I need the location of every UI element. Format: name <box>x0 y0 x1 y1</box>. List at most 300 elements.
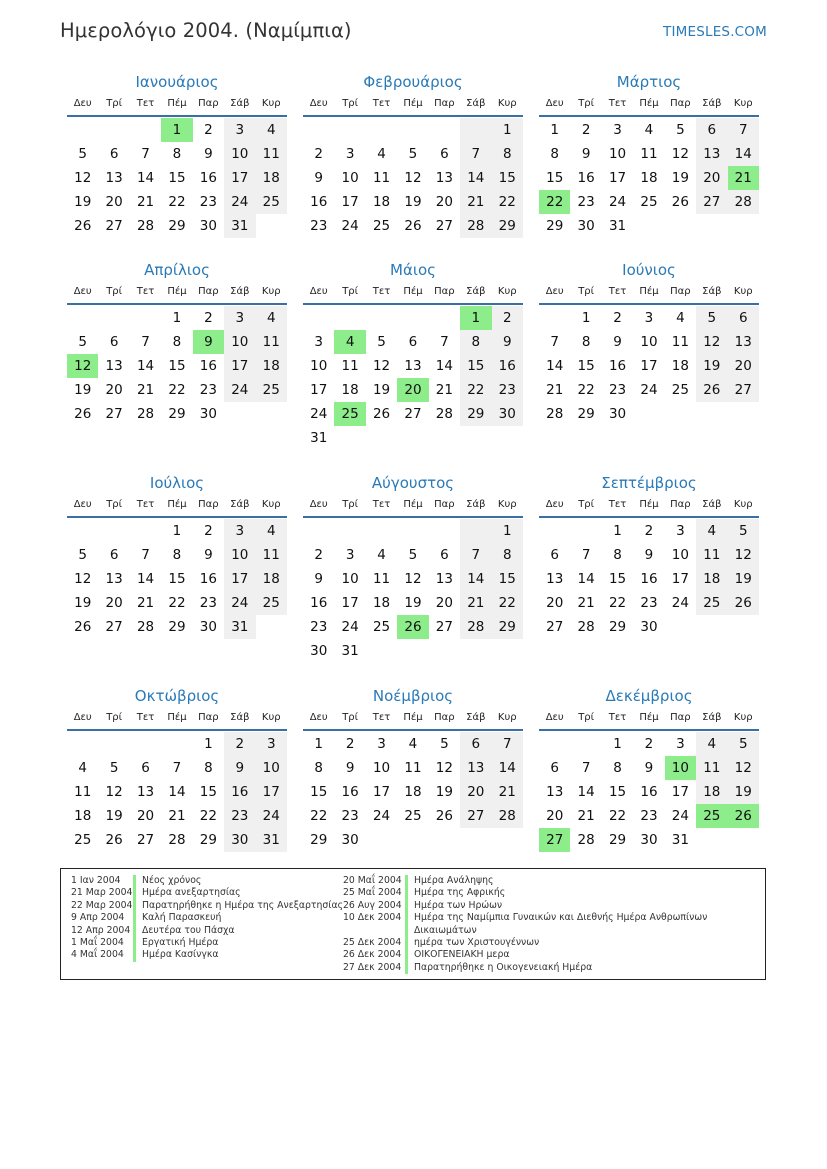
legend-marker <box>405 937 408 949</box>
empty-day-cell <box>366 306 397 330</box>
empty-day-cell <box>67 519 98 543</box>
day-cell: 31 <box>224 615 255 639</box>
weekday-label: Τετ <box>372 98 391 109</box>
empty-day-cell <box>696 615 727 639</box>
day-cell: 24 <box>372 808 391 824</box>
holiday-day-cell: 1 <box>161 118 192 142</box>
day-cell: 2 <box>204 122 213 138</box>
day-cell: 15 <box>577 358 595 374</box>
day-cell: 6 <box>460 732 491 756</box>
day-cell: 2 <box>644 523 654 539</box>
day-cell: 6 <box>696 118 727 142</box>
day-cell: 9 <box>314 170 323 186</box>
day-cell: 6 <box>440 547 449 563</box>
legend-date: 22 Μαρ 2004 <box>71 899 133 911</box>
week-row <box>303 732 523 756</box>
day-cell: 31 <box>341 643 359 659</box>
weekday-label: Δευ <box>545 712 564 723</box>
day-cell: 27 <box>435 619 453 635</box>
day-cell: 30 <box>341 832 359 848</box>
weekday-label: Τετ <box>372 499 391 510</box>
day-cell: 5 <box>78 547 87 563</box>
day-cell: 27 <box>696 190 727 214</box>
day-cell: 9 <box>644 547 654 563</box>
legend-holiday-name: Καλή Παρασκευή <box>142 912 222 924</box>
month-name: Ιανουάριος <box>135 73 219 91</box>
day-cell: 23 <box>310 619 328 635</box>
day-cell: 10 <box>640 334 658 350</box>
day-cell: 16 <box>492 354 523 378</box>
day-cell: 28 <box>136 218 155 234</box>
day-cell: 28 <box>136 619 155 635</box>
day-cell: 20 <box>136 808 155 824</box>
weekday-label: Κυρ <box>733 98 753 109</box>
empty-day-cell <box>366 639 397 663</box>
week-row <box>303 567 523 591</box>
empty-day-cell <box>130 519 161 543</box>
weekday-label: Κυρ <box>497 499 517 510</box>
legend-holiday-name: Παρατηρήθηκε η Ημέρα της Ανεξαρτησίας <box>142 899 344 911</box>
weekday-header <box>539 708 759 728</box>
day-cell: 3 <box>314 334 323 350</box>
header-rule <box>67 516 287 518</box>
day-cell: 20 <box>546 808 564 824</box>
day-cell: 27 <box>460 804 491 828</box>
day-cell: 30 <box>199 218 217 234</box>
weekday-label: Σάβ <box>466 499 486 510</box>
week-row <box>539 756 759 780</box>
week-row <box>539 118 759 142</box>
site-link[interactable]: TIMESLES.COM <box>663 24 767 40</box>
day-cell: 20 <box>105 595 123 611</box>
day-cell: 19 <box>696 354 727 378</box>
legend-marker <box>405 875 408 887</box>
day-cell: 20 <box>728 354 759 378</box>
empty-day-cell <box>696 402 727 426</box>
holiday-day-cell: 22 <box>539 190 570 214</box>
weekday-label: Παρ <box>198 712 219 723</box>
day-cell: 19 <box>671 170 689 186</box>
weekday-label: Τρί <box>578 712 595 723</box>
day-cell: 21 <box>136 595 155 611</box>
day-cell: 8 <box>172 547 182 563</box>
weekday-label: Τρί <box>578 98 595 109</box>
week-row <box>303 804 523 828</box>
day-cell: 8 <box>460 330 491 354</box>
day-cell: 30 <box>492 402 523 426</box>
day-cell: 30 <box>608 406 627 422</box>
week-row <box>539 142 759 166</box>
day-cell: 18 <box>256 567 287 591</box>
day-cell: 3 <box>256 732 287 756</box>
day-cell: 15 <box>492 166 523 190</box>
empty-day-cell <box>98 118 129 142</box>
week-row <box>539 732 759 756</box>
day-cell: 2 <box>314 547 323 563</box>
legend-holiday-name: Ημέρα ανεξαρτησίας <box>142 887 241 899</box>
day-cell: 13 <box>105 571 123 587</box>
day-cell: 27 <box>105 619 123 635</box>
legend-marker <box>133 887 136 899</box>
day-cell: 17 <box>310 382 328 398</box>
weekday-label: Τετ <box>136 499 155 510</box>
weekday-label: Δευ <box>73 98 92 109</box>
week-row <box>67 330 287 354</box>
week-row <box>539 567 759 591</box>
legend-holiday-name: Ημέρα της Αφρικής <box>414 887 506 899</box>
empty-day-cell <box>492 426 523 450</box>
empty-day-cell <box>728 214 759 238</box>
day-cell: 9 <box>492 330 523 354</box>
day-cell: 24 <box>224 378 255 402</box>
empty-day-cell <box>397 118 428 142</box>
legend-date: 1 Μαΐ 2004 <box>71 937 124 949</box>
day-cell: 10 <box>224 142 255 166</box>
weekday-label: Τρί <box>106 286 123 297</box>
day-cell: 25 <box>256 591 287 615</box>
header-rule <box>539 115 759 117</box>
legend-date: 9 Απρ 2004 <box>71 912 125 924</box>
legend-item <box>71 900 343 912</box>
day-cell: 12 <box>435 760 453 776</box>
day-cell: 26 <box>74 619 92 635</box>
weekday-label: Κυρ <box>261 286 281 297</box>
day-cell: 3 <box>224 519 255 543</box>
day-cell: 16 <box>341 784 359 800</box>
empty-day-cell <box>570 732 601 756</box>
day-cell: 10 <box>341 170 359 186</box>
day-cell: 22 <box>608 808 627 824</box>
empty-day-cell <box>539 732 570 756</box>
day-cell: 19 <box>74 595 92 611</box>
weekday-label: Κυρ <box>733 286 753 297</box>
day-cell: 6 <box>109 146 119 162</box>
day-cell: 24 <box>671 595 689 611</box>
day-cell: 28 <box>577 619 595 635</box>
month-calendar <box>67 471 287 639</box>
day-cell: 7 <box>492 732 523 756</box>
day-cell: 8 <box>550 146 559 162</box>
day-cell: 6 <box>109 334 119 350</box>
legend-item <box>343 962 707 974</box>
day-cell: 4 <box>408 736 418 752</box>
weekday-label: Παρ <box>434 98 455 109</box>
day-cell: 6 <box>550 547 559 563</box>
day-cell: 29 <box>492 214 523 238</box>
day-cell: 5 <box>728 732 759 756</box>
day-cell: 10 <box>671 547 689 563</box>
day-cell: 4 <box>377 547 386 563</box>
weekday-label: Πέμ <box>639 712 659 723</box>
day-cell: 15 <box>310 784 328 800</box>
day-cell: 10 <box>224 330 255 354</box>
day-cell: 12 <box>404 571 422 587</box>
month-name: Αύγουστος <box>371 474 455 492</box>
day-cell: 6 <box>109 547 119 563</box>
day-cell: 9 <box>613 334 622 350</box>
day-cell: 14 <box>577 571 595 587</box>
day-cell: 14 <box>460 567 491 591</box>
empty-day-cell <box>130 306 161 330</box>
week-row <box>539 780 759 804</box>
day-cell: 8 <box>314 760 323 776</box>
day-cell: 17 <box>224 166 255 190</box>
day-cell: 16 <box>199 571 217 587</box>
day-cell: 22 <box>460 378 491 402</box>
day-cell: 8 <box>172 146 182 162</box>
day-cell: 3 <box>224 118 255 142</box>
week-row <box>67 567 287 591</box>
day-cell: 6 <box>408 334 418 350</box>
week-row <box>303 426 523 450</box>
day-cell: 12 <box>728 756 759 780</box>
day-cell: 5 <box>109 760 119 776</box>
legend-holiday-name: ημέρα των Χριστουγέννων <box>414 937 540 949</box>
week-row <box>539 615 759 639</box>
day-cell: 19 <box>74 194 92 210</box>
day-cell: 29 <box>608 619 627 635</box>
day-cell: 23 <box>492 378 523 402</box>
week-row <box>67 519 287 543</box>
week-row <box>303 780 523 804</box>
day-cell: 25 <box>640 194 658 210</box>
holiday-legend <box>60 868 766 980</box>
day-cell: 14 <box>546 358 564 374</box>
week-row <box>539 378 759 402</box>
legend-date: 27 Δεκ 2004 <box>343 961 402 973</box>
day-cell: 30 <box>224 828 255 852</box>
day-cell: 14 <box>728 142 759 166</box>
day-cell: 28 <box>168 832 186 848</box>
legend-item <box>343 912 707 924</box>
day-cell: 28 <box>460 615 491 639</box>
header-rule <box>303 115 523 117</box>
day-cell: 1 <box>492 118 523 142</box>
weekday-label: Κυρ <box>261 98 281 109</box>
day-cell: 5 <box>696 306 727 330</box>
day-cell: 17 <box>671 784 689 800</box>
empty-day-cell <box>161 732 192 756</box>
week-row <box>67 118 287 142</box>
day-cell: 7 <box>141 547 150 563</box>
day-cell: 28 <box>577 832 595 848</box>
day-cell: 7 <box>460 543 491 567</box>
empty-day-cell <box>397 828 428 852</box>
day-cell: 12 <box>74 170 92 186</box>
weekday-label: Παρ <box>670 286 691 297</box>
day-cell: 23 <box>577 194 595 210</box>
day-cell: 24 <box>341 218 359 234</box>
day-cell: 12 <box>372 358 391 374</box>
day-cell: 31 <box>608 218 627 234</box>
day-cell: 17 <box>256 780 287 804</box>
empty-day-cell <box>397 639 428 663</box>
day-cell: 4 <box>676 310 685 326</box>
weekday-label: Δευ <box>545 499 564 510</box>
weekday-label: Τρί <box>342 98 359 109</box>
day-cell: 28 <box>546 406 564 422</box>
weekday-header <box>539 94 759 114</box>
weekday-label: Δευ <box>309 98 328 109</box>
day-cell: 9 <box>581 146 591 162</box>
legend-item <box>343 949 707 961</box>
week-row <box>303 828 523 852</box>
week-row <box>303 378 523 402</box>
header-rule <box>303 303 523 305</box>
holiday-day-cell: 20 <box>397 378 428 402</box>
day-cell: 21 <box>546 382 564 398</box>
legend-holiday-name: Ημέρα Κασίνγκα <box>142 949 219 961</box>
empty-day-cell <box>303 118 334 142</box>
week-row <box>539 166 759 190</box>
day-cell: 21 <box>577 595 595 611</box>
week-row <box>303 330 523 354</box>
month-calendar <box>539 684 759 852</box>
legend-date: 4 Μαΐ 2004 <box>71 949 124 961</box>
empty-day-cell <box>366 426 397 450</box>
legend-date: 21 Μαρ 2004 <box>71 887 133 899</box>
weekday-label: Σάβ <box>230 98 250 109</box>
weekday-label: Κυρ <box>733 712 753 723</box>
week-row <box>67 591 287 615</box>
day-cell: 11 <box>372 571 391 587</box>
day-cell: 29 <box>310 832 328 848</box>
day-cell: 18 <box>671 358 689 374</box>
legend-item <box>71 937 343 949</box>
day-cell: 17 <box>608 170 627 186</box>
day-cell: 2 <box>204 523 213 539</box>
legend-date: 12 Απρ 2004 <box>71 924 131 936</box>
header-rule <box>539 516 759 518</box>
week-row <box>67 543 287 567</box>
day-cell: 3 <box>345 146 355 162</box>
day-cell: 13 <box>728 330 759 354</box>
weekday-header <box>303 708 523 728</box>
day-cell: 21 <box>492 780 523 804</box>
week-row <box>67 780 287 804</box>
day-cell: 15 <box>608 571 627 587</box>
day-cell: 25 <box>372 619 391 635</box>
legend-holiday-name: Δικαιωμάτων <box>414 924 477 936</box>
day-cell: 5 <box>377 334 386 350</box>
month-name: Ιούνιος <box>622 261 676 279</box>
day-cell: 4 <box>78 760 87 776</box>
weekday-label: Τετ <box>136 98 155 109</box>
day-cell: 23 <box>640 595 658 611</box>
empty-day-cell <box>366 118 397 142</box>
weekday-label: Σάβ <box>466 712 486 723</box>
day-cell: 5 <box>728 519 759 543</box>
day-cell: 15 <box>608 784 627 800</box>
day-cell: 29 <box>168 619 186 635</box>
day-cell: 12 <box>105 784 123 800</box>
month-calendar <box>303 70 523 238</box>
weekday-label: Παρ <box>434 286 455 297</box>
day-cell: 5 <box>408 547 418 563</box>
empty-day-cell <box>633 214 664 238</box>
day-cell: 11 <box>256 330 287 354</box>
empty-day-cell <box>460 118 491 142</box>
week-row <box>303 756 523 780</box>
day-cell: 16 <box>199 170 217 186</box>
day-cell: 17 <box>341 595 359 611</box>
day-cell: 13 <box>105 170 123 186</box>
day-cell: 4 <box>256 306 287 330</box>
day-cell: 22 <box>168 194 186 210</box>
day-cell: 18 <box>256 166 287 190</box>
day-cell: 29 <box>199 832 217 848</box>
day-cell: 22 <box>608 595 627 611</box>
page-title: Ημερολόγιο 2004. (Ναμίμπια) <box>60 19 352 42</box>
day-cell: 26 <box>74 406 92 422</box>
day-cell: 13 <box>105 358 123 374</box>
week-row <box>303 615 523 639</box>
day-cell: 2 <box>644 736 654 752</box>
day-cell: 23 <box>199 595 217 611</box>
day-cell: 13 <box>435 170 453 186</box>
day-cell: 7 <box>460 142 491 166</box>
week-row <box>303 190 523 214</box>
day-cell: 27 <box>728 378 759 402</box>
day-cell: 24 <box>224 190 255 214</box>
empty-day-cell <box>303 306 334 330</box>
day-cell: 16 <box>224 780 255 804</box>
week-row <box>67 306 287 330</box>
day-cell: 11 <box>640 146 658 162</box>
day-cell: 18 <box>256 354 287 378</box>
day-cell: 30 <box>310 643 328 659</box>
legend-marker <box>405 925 408 937</box>
day-cell: 21 <box>136 382 155 398</box>
legend-marker <box>405 887 408 899</box>
week-row <box>539 306 759 330</box>
legend-item <box>71 925 343 937</box>
day-cell: 7 <box>440 334 449 350</box>
week-row <box>303 354 523 378</box>
week-row <box>539 591 759 615</box>
day-cell: 20 <box>105 382 123 398</box>
weekday-label: Τρί <box>106 98 123 109</box>
weekday-label: Σάβ <box>702 286 722 297</box>
day-cell: 27 <box>136 832 155 848</box>
day-cell: 20 <box>546 595 564 611</box>
day-cell: 27 <box>404 406 422 422</box>
week-row <box>303 214 523 238</box>
day-cell: 9 <box>204 146 213 162</box>
legend-item <box>343 900 707 912</box>
legend-date: 26 Αυγ 2004 <box>343 899 402 911</box>
legend-marker <box>133 949 136 961</box>
day-cell: 7 <box>141 146 150 162</box>
day-cell: 1 <box>613 523 622 539</box>
weekday-header <box>67 94 287 114</box>
week-row <box>303 639 523 663</box>
week-row <box>67 756 287 780</box>
month-name: Νοέμβριος <box>372 687 454 705</box>
day-cell: 23 <box>608 382 627 398</box>
day-cell: 12 <box>671 146 689 162</box>
day-cell: 15 <box>168 571 186 587</box>
day-cell: 13 <box>136 784 155 800</box>
day-cell: 12 <box>696 330 727 354</box>
header-rule <box>303 729 523 731</box>
legend-marker <box>405 912 408 924</box>
day-cell: 31 <box>256 828 287 852</box>
day-cell: 19 <box>105 808 123 824</box>
empty-day-cell <box>429 306 460 330</box>
month-name: Οκτώβριος <box>134 687 220 705</box>
day-cell: 22 <box>310 808 328 824</box>
